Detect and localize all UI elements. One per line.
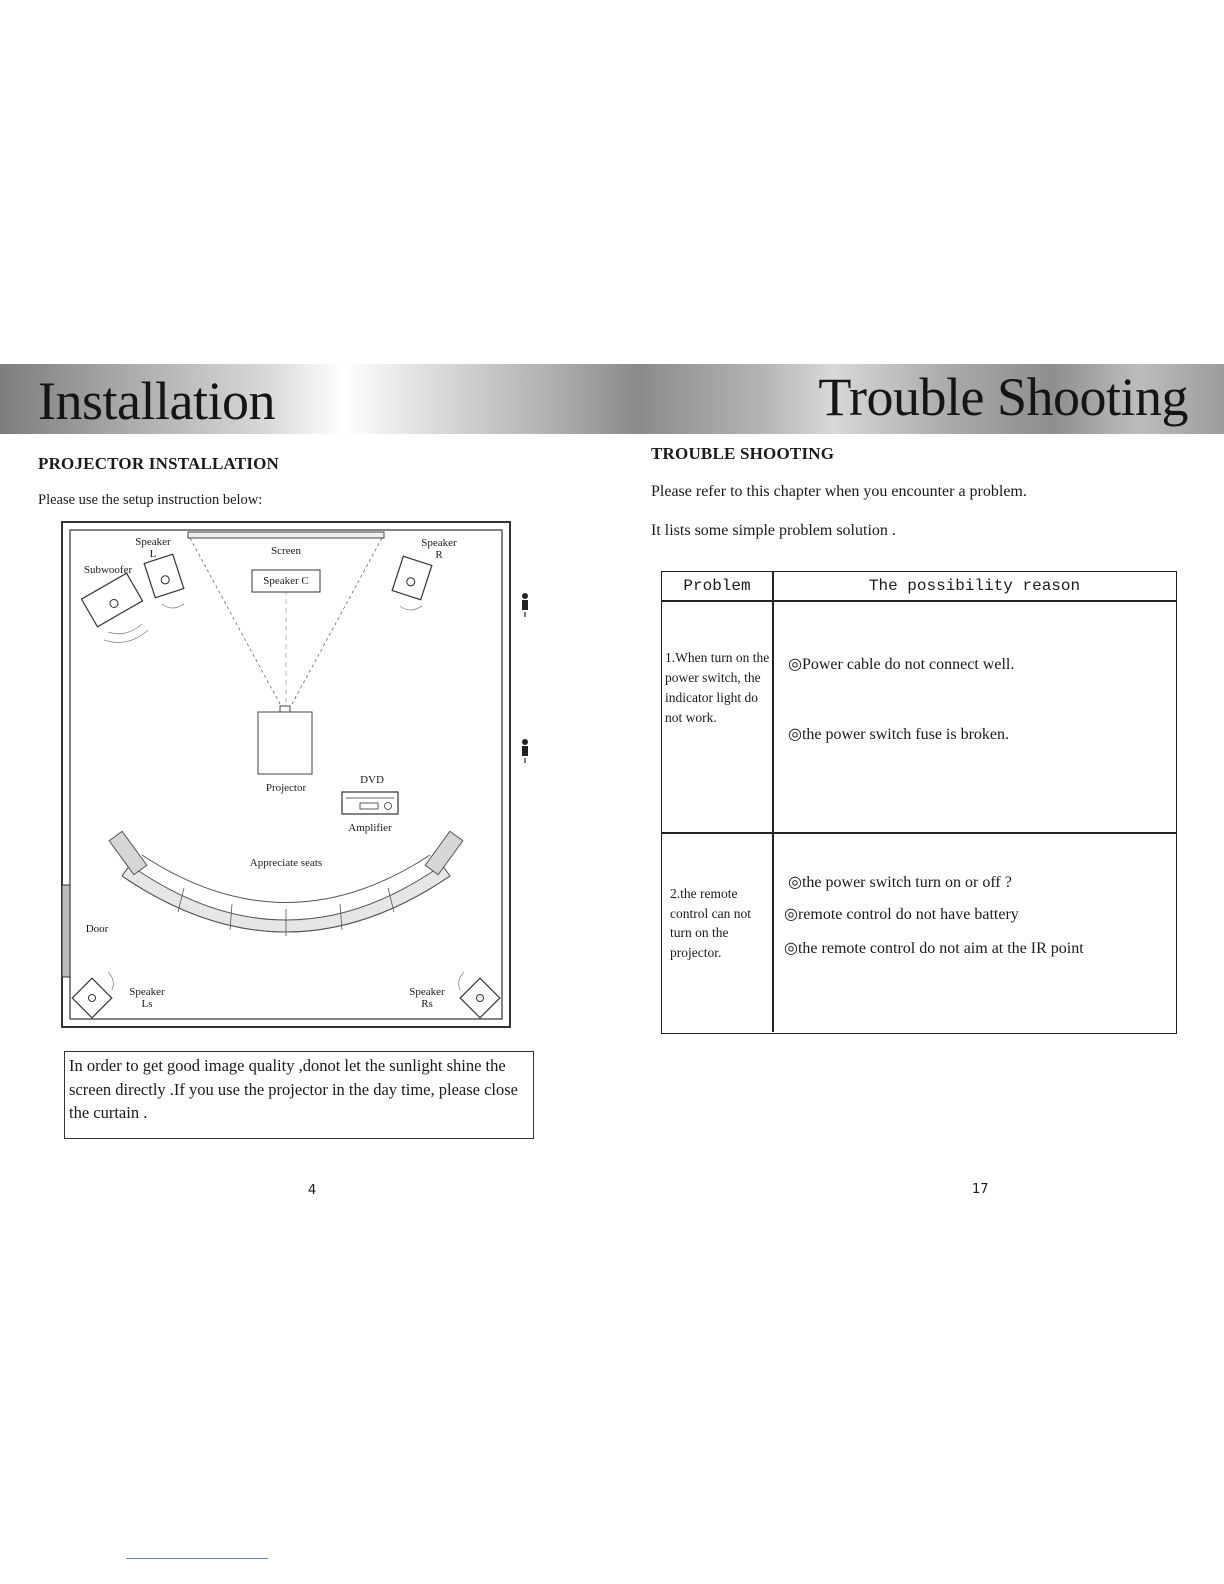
problem-1: 1.When turn on the power switch, the indicator light do not work. bbox=[665, 650, 770, 725]
speaker-r-label: Speaker R bbox=[421, 537, 457, 561]
reason-2-3: ◎the remote control do not aim at the IR point bbox=[784, 940, 1084, 957]
viewer-figure-icon bbox=[519, 592, 535, 622]
speaker-rs-label: Speaker Rs bbox=[409, 986, 445, 1010]
setup-intro: Please use the setup instruction below: bbox=[38, 492, 263, 508]
speaker-r-icon bbox=[392, 556, 432, 600]
projection-screen bbox=[188, 532, 384, 538]
table-header-problem: Problem bbox=[683, 577, 751, 595]
subwoofer-icon bbox=[81, 573, 142, 627]
speaker-r-wave bbox=[400, 606, 422, 610]
viewer-figure-icon-2 bbox=[519, 738, 535, 768]
speaker-l-label: Speaker L bbox=[135, 536, 171, 560]
table-column-divider bbox=[772, 572, 774, 1032]
speaker-ls-icon bbox=[72, 978, 112, 1018]
installation-diagram bbox=[60, 520, 514, 1030]
simple-solution-text: It lists some simple problem solution . bbox=[651, 522, 896, 539]
speaker-rs-wave bbox=[459, 972, 464, 990]
trouble-shooting-heading: TROUBLE SHOOTING bbox=[651, 444, 835, 463]
speaker-rs-icon bbox=[460, 978, 500, 1018]
subwoofer-wave-1 bbox=[108, 624, 142, 634]
screen-label: Screen bbox=[271, 545, 301, 557]
room-layout-drawing bbox=[60, 520, 514, 1030]
dvd-label: DVD bbox=[360, 774, 384, 786]
subwoofer-wave-2 bbox=[104, 630, 148, 642]
reason-1-1: ◎Power cable do not connect well. bbox=[788, 656, 1015, 673]
footer-link-underline bbox=[126, 1558, 268, 1559]
table-header-divider bbox=[662, 600, 1176, 602]
reason-1-2: ◎the power switch fuse is broken. bbox=[788, 726, 1010, 743]
trouble-shooting-title: Trouble Shooting bbox=[818, 367, 1188, 427]
refer-chapter-text: Please refer to this chapter when you encounter a problem. bbox=[651, 483, 1027, 500]
door-block bbox=[62, 885, 70, 977]
speaker-ls-label: Speaker Ls bbox=[129, 986, 165, 1010]
speaker-l-wave bbox=[162, 604, 184, 608]
table-header-reason: The possibility reason bbox=[868, 577, 1081, 595]
reason-2-1: ◎the power switch turn on or off ? bbox=[788, 874, 1012, 891]
trouble-shooting-table bbox=[661, 571, 1177, 1034]
projector-label: Projector bbox=[265, 782, 307, 794]
table-row-divider bbox=[662, 832, 1176, 834]
installation-title: Installation bbox=[38, 371, 275, 431]
page-number-right: 17 bbox=[972, 1182, 989, 1197]
page-number-left: 4 bbox=[308, 1183, 317, 1198]
projector-installation-heading: PROJECTOR INSTALLATION bbox=[38, 454, 280, 473]
sunlight-note: In order to get good image quality ,donot let the sunlight shine the screen directly .If you use the projector in the day time, please close the curtain . bbox=[64, 1051, 534, 1139]
projection-line-left bbox=[190, 538, 280, 704]
problem-2: 2.the remote control can not turn on the projector. bbox=[670, 886, 751, 960]
projector-box bbox=[258, 712, 312, 774]
projector-lens bbox=[280, 706, 290, 712]
projection-line-right bbox=[292, 538, 382, 704]
amplifier-label: Amplifier bbox=[348, 822, 392, 834]
appreciate-seats-label: Appreciate seats bbox=[249, 857, 323, 869]
speaker-l-icon bbox=[144, 554, 184, 598]
speaker-ls-wave bbox=[108, 972, 113, 990]
speaker-c-label: Speaker C bbox=[263, 575, 309, 587]
door-label: Door bbox=[85, 923, 109, 935]
subwoofer-label: Subwoofer bbox=[83, 564, 133, 576]
reason-2-2: ◎remote control do not have battery bbox=[784, 906, 1019, 923]
